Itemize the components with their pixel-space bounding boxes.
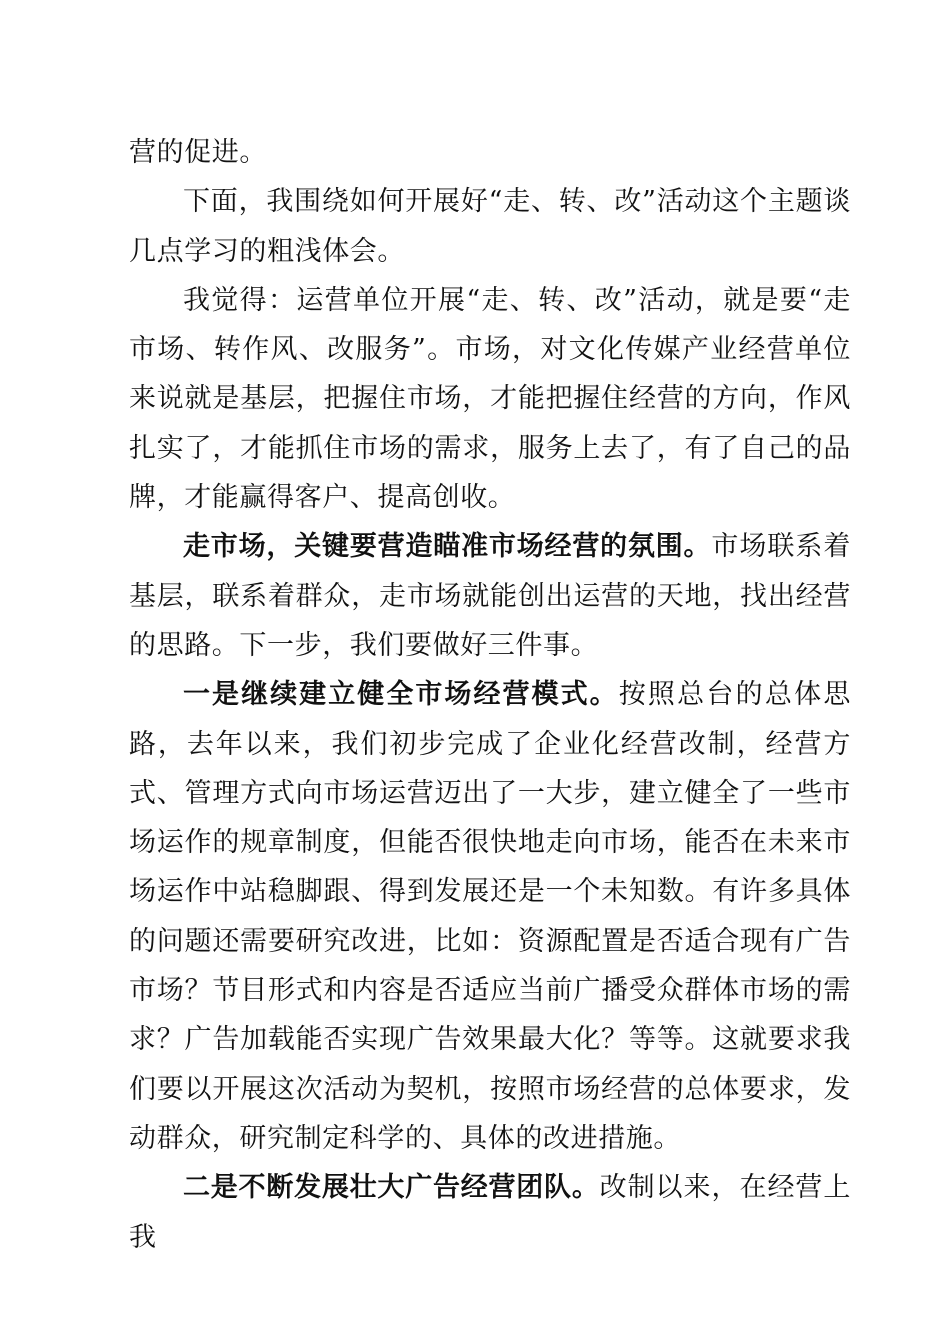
paragraph-text: 我觉得：运营单位开展“走、转、改”活动，就是要“走市场、转作风、改服务”。市场，对文化传媒产业经营单位来说就是基层，把握住市场，才能把握住经营的方向，作风扎实了，才能抓住市场的需求，服务上去了，有了自己的品牌，才能赢得客户、提高创收。 xyxy=(129,284,851,514)
paragraph-text: 下面，我围绕如何开展好“走、转、改”活动这个主题谈几点学习的粗浅体会。 xyxy=(129,186,851,267)
paragraph-text: 市场联系着基层，联系着群众，走市场就能创出运营的天地，找出经营的思路。下一步，我们要做好三件事。 xyxy=(129,531,851,661)
paragraph-text: 按照总台的总体思路，去年以来，我们初步完成了企业化经营改制，经营方式、管理方式向市场运营迈出了一大步，建立健全了一些市场运作的规章制度，但能否很快地走向市场，能否在未来市场运作中站稳脚跟、得到发展还是一个未知数。有许多具体的问题还需要研究改进，比如：资源配置是否适合现有广告市场？节目形式和内容是否适应当前广播受众群体市场的需求？广告加载能否实现广告效果最大化？等等。这就要求我们要以开展这次活动为契机，按照市场经营的总体要求，发动群众，研究制定科学的、具体的改进措施。 xyxy=(129,679,852,1154)
paragraph-view xyxy=(129,276,851,522)
paragraph-text: 营的促进。 xyxy=(129,137,267,168)
paragraph-text: 改制以来，在经营上我 xyxy=(129,1172,851,1253)
paragraph-lead: 一是继续建立健全市场经营模式。 xyxy=(183,679,619,711)
paragraph-walk-market xyxy=(129,522,851,670)
paragraph-lead: 二是不断发展壮大广告经营团队。 xyxy=(183,1172,600,1204)
paragraph-point-one xyxy=(129,670,851,1163)
paragraph-intro xyxy=(129,177,851,276)
paragraph-point-two xyxy=(129,1163,851,1262)
document-body xyxy=(129,128,851,1262)
paragraph-lead: 走市场，关键要营造瞄准市场经营的氛围。 xyxy=(183,531,712,563)
paragraph-continuation xyxy=(129,128,851,177)
